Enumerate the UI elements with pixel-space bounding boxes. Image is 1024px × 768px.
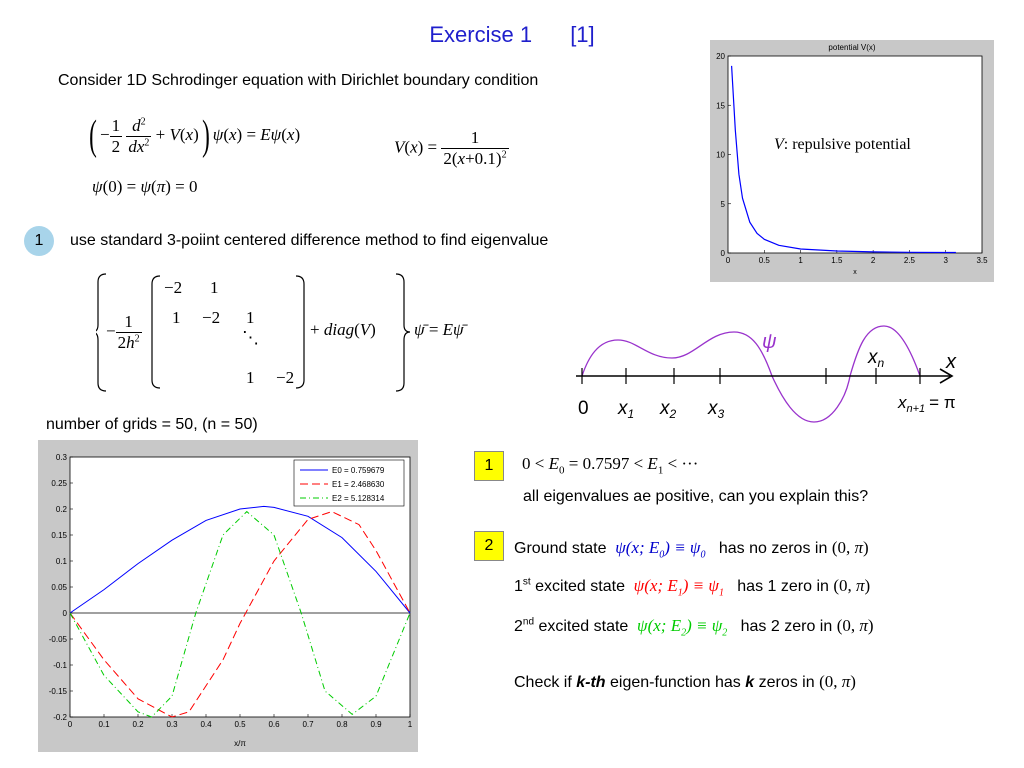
eigen-y-tick-label: 0.25: [51, 479, 67, 488]
eigen-x-tick-label: 0.5: [234, 720, 246, 729]
check-instruction: Check if k-th eigen-function has k zeros in (0, π): [514, 672, 856, 691]
pot-x-tick-label: 2: [870, 256, 876, 265]
xn-label: $x_n$: [868, 347, 885, 370]
first-excited-row: 1st excited state ψ(x; $E_1) \equiv \psi_1$ has 1 zero in (0, π): [514, 576, 871, 599]
grid-diagram: [568, 318, 978, 430]
pot-y-tick-label: 15: [716, 101, 725, 111]
pot-x-tick-label: 0.5: [758, 256, 770, 265]
eigen-legend-label: E0 = 0.759679: [332, 466, 385, 475]
pot-x-tick-label: 3.5: [976, 256, 988, 265]
second-excited-row: 2nd excited state ψ(x; $E_2) \equiv \psi_2$ has 2 zero in (0, π): [514, 616, 874, 639]
psi-label: ψ: [762, 331, 777, 353]
step-1-text: use standard 3-poiint centered difference method to find eigenvalue: [70, 232, 549, 249]
eigen-legend-label: E2 = 5.128314: [332, 494, 385, 503]
box-2-badge: 2: [474, 531, 504, 561]
boundary-condition: ψ(0) = ψ(π) = 0: [92, 177, 198, 196]
pot-y-tick-label: 20: [716, 52, 725, 61]
x3-label: $x_3$: [708, 398, 725, 421]
second-excited-function: ψ(x; $E_2) \equiv \psi_2$: [632, 616, 728, 639]
pot-x-tick-label: 1.5: [831, 256, 843, 265]
eigen-x-tick-label: 0.3: [166, 720, 178, 729]
eigen-y-tick-label: 0.2: [55, 505, 67, 514]
potential-plot-area: [728, 56, 982, 253]
reference-label: [1]: [570, 22, 595, 47]
eigen-y-tick-label: 0: [62, 609, 67, 618]
x1-label: $x_1$: [618, 398, 635, 421]
first-excited-function: ψ(x; $E_1) \equiv \psi_1$: [629, 576, 724, 599]
xn1-label: $x_{n+1} = \pi$: [898, 393, 956, 415]
eigenfunction-figure: [38, 440, 418, 752]
eigen-y-tick-label: 0.05: [51, 583, 67, 592]
intro-text: Consider 1D Schrodinger equation with Dirichlet boundary condition: [58, 72, 539, 89]
potential-annotation: V: repulsive potential: [774, 136, 911, 153]
pot-x-axis-label: x: [853, 269, 857, 276]
eigenfunction-chart: [38, 440, 418, 752]
box-1-badge: 1: [474, 451, 504, 481]
eigen-x-tick-label: 0.4: [200, 720, 212, 729]
eigen-x-tick-label: 0.1: [98, 720, 110, 729]
zero-label: 0: [578, 398, 589, 419]
potential-chart: [710, 40, 994, 282]
pot-x-tick-label: 2.5: [903, 256, 915, 265]
eigen-x-axis-label: x/π: [234, 739, 246, 748]
eigen-y-tick-label: 0.1: [55, 557, 67, 566]
ground-state-function: ψ(x; $E_0) \equiv \psi_0$: [610, 538, 706, 561]
pot-y-tick-label: 0: [720, 249, 725, 258]
eigen-y-tick-label: -0.15: [48, 687, 67, 696]
eigenvalue-inequality: $0 < E_0 = 0.7597 < E_1$ < ···: [522, 454, 699, 477]
eigen-x-tick-label: 0.7: [302, 720, 314, 729]
pot-y-tick-label: 5: [720, 199, 725, 209]
ground-state-row: Ground state ψ(x; $E_0) \equiv \psi_0$ has no zeros in (0, π): [514, 538, 869, 561]
eigen-y-tick-label: 0.15: [51, 531, 67, 540]
eigen-x-tick-label: 1: [407, 720, 413, 729]
eigen-x-tick-label: 0.2: [132, 720, 144, 729]
pot-y-tick-label: 10: [716, 150, 725, 160]
box-1-note: all eigenvalues ae positive, can you explain this?: [523, 488, 869, 505]
matrix-equation: − $\frac{1}{2h^2}$ −2 1 1 −2 1 ⋱ 1 −2 + diag(V) ψ̄ = Eψ̄: [96, 270, 496, 395]
potential-chart-title: potential V(x): [828, 43, 876, 52]
eigen-x-tick-label: 0: [67, 720, 73, 729]
pot-x-tick-label: 1: [798, 256, 803, 265]
pot-x-tick-label: 3: [943, 256, 948, 265]
eigen-x-tick-label: 0.9: [370, 720, 382, 729]
eigen-x-tick-label: 0.6: [268, 720, 280, 729]
eigen-y-tick-label: -0.2: [53, 713, 67, 722]
grids-text: number of grids = 50, (n = 50): [46, 416, 258, 433]
pot-x-tick-label: 0: [725, 256, 731, 265]
eigen-y-tick-label: 0.3: [55, 453, 67, 462]
x2-label: $x_2$: [660, 398, 677, 421]
eigen-y-tick-label: -0.1: [53, 661, 67, 670]
eigen-y-tick-label: -0.05: [48, 635, 67, 644]
eigen-x-tick-label: 0.8: [336, 720, 348, 729]
eigen-legend-label: E1 = 2.468630: [332, 480, 385, 489]
x-axis-label: x: [946, 351, 956, 373]
exercise-label: Exercise 1: [429, 22, 533, 47]
schrodinger-equation: ( − $\frac{1}{2}$ $\frac{d^2}{dx^2}$ + V(x)) ψ(x) = Eψ(x): [89, 113, 301, 159]
potential-formula: V(x) = $\frac{1}{2(x+0.1)^2}$: [394, 128, 507, 168]
potential-figure: [710, 40, 994, 282]
step-1-badge: 1: [24, 226, 54, 256]
